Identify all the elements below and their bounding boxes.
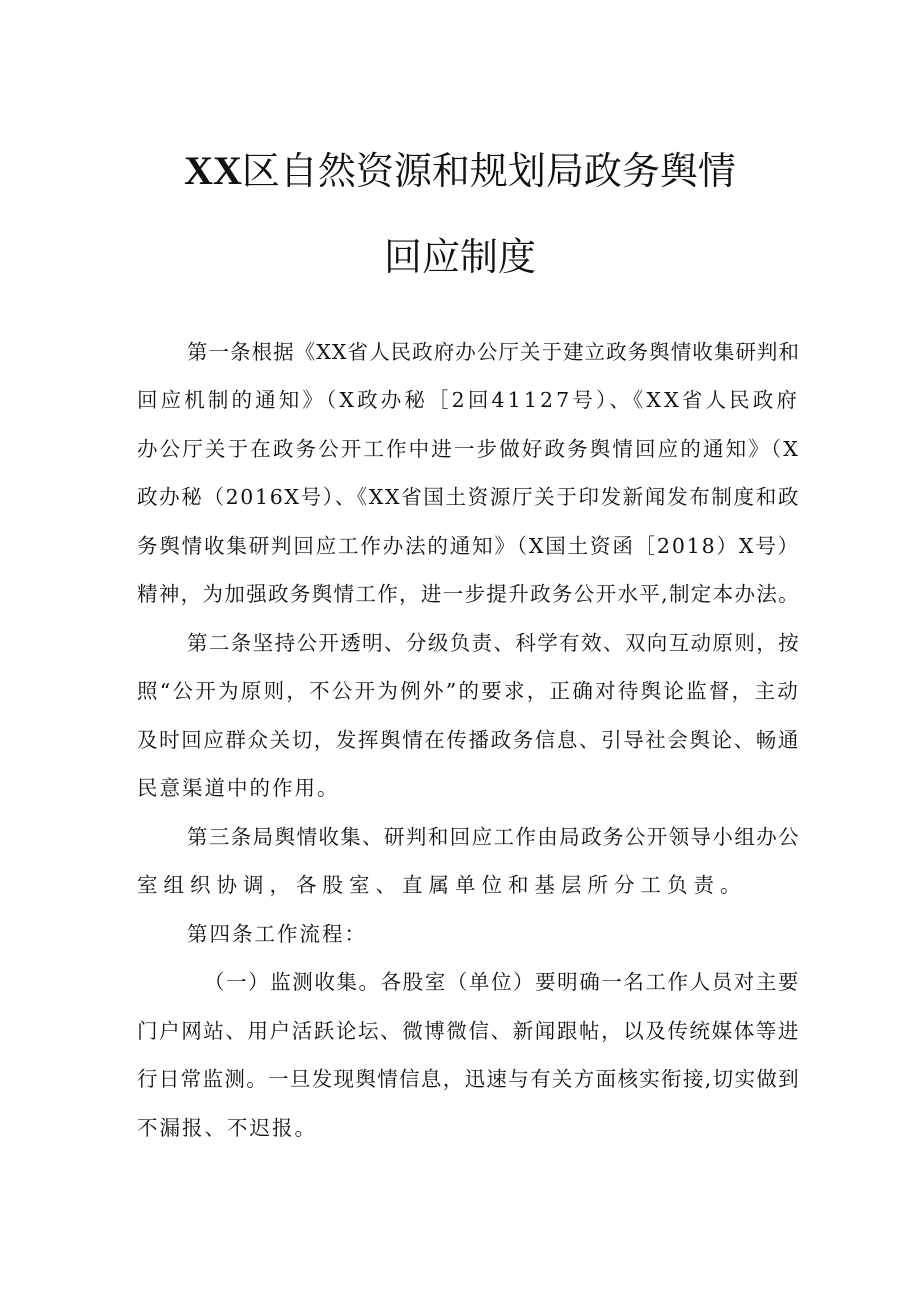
body-line: 不漏报、不迟报。 [137, 1116, 317, 1140]
body-line: 第二条坚持公开透明、分级负责、科学有效、双向互动原则，按 [187, 631, 800, 655]
body-line: 照“公开为原则，不公开为例外”的要求，正确对待舆论监督，主动 [137, 679, 800, 703]
body-line: 行日常监测。一旦发现舆情信息，迅速与有关方面核实衔接,切实做到 [137, 1067, 800, 1091]
body-line: 第四条工作流程： [187, 922, 367, 946]
body-line: 办公厅关于在政务公开工作中进一步做好政务舆情回应的通知》（X [137, 437, 800, 461]
body-line: 回应机制的通知》（X政办秘［2回41127号）、《XX省人民政府 [137, 388, 800, 412]
body-line: 务舆情收集研判回应工作办法的通知》（X国土资函［2018）X号） [137, 534, 800, 558]
body-line: 精神，为加强政务舆情工作，进一步提升政务公开水平,制定本办法。 [137, 582, 800, 606]
document-title-line-1 [0, 140, 920, 195]
title-prefix: XX [184, 148, 242, 193]
body-line: 门户网站、用户活跃论坛、微博微信、新闻跟帖，以及传统媒体等进 [137, 1019, 800, 1043]
body-line: 第三条局舆情收集、研判和回应工作由局政务公开领导小组办公 [187, 825, 800, 849]
body-line: （一）监测收集。各股室（单位）要明确一名工作人员对主要 [204, 970, 800, 994]
body-line: 民意渠道中的作用。 [137, 776, 340, 800]
body-line: 政办秘（2016X号）、《XX省国土资源厅关于印发新闻发布制度和政 [137, 485, 800, 509]
document-title-line-2: 回应制度 [383, 235, 536, 279]
body-line: 室组织协调，各股室、直属单位和基层所分工负责。 [137, 873, 747, 897]
body-line: 及时回应群众关切，发挥舆情在传播政务信息、引导社会舆论、畅通 [137, 728, 800, 752]
title-line-1-text: 区自然资源和规划局政务舆情 [241, 149, 736, 193]
body-line: 第一条根据《XX省人民政府办公厅关于建立政务舆情收集研判和 [187, 340, 800, 364]
